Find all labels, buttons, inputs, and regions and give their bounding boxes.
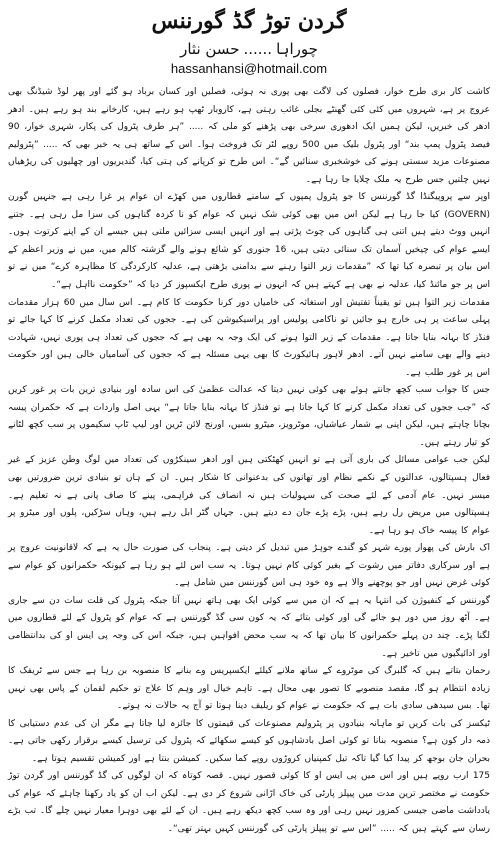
byline: [8, 38, 490, 60]
body-paragraph: کاشت کار بری طرح خوار، فصلوں کی لاگت بھی پوری نہ ہوئی، فصلیں اور کسان برباد ہو گئے اور پھر لوڈ شیڈنگ بھی عروج پر ہے، شہروں میں کئی کئی گھنٹے بجلی غائب رہتی ہے، کاروبار ٹھپ ہو رہے ہیں، کارخانے بند ہو رہے ہیں۔ ادھر ادھر کی خبریں، لیکن ہمیں ایک ادھوری سرخی بھی پڑھنے کو ملی کہ ..... ”ہر طرف پٹرول کی پکار، شہری خوار، 90 فیصد پٹرول پمپ بند“ اور پٹرول بلیک میں 500 روپے لٹر تک فروخت ہوا۔ اس کے ساتھ ہی یہ خبر بھی کہ ..... ”پٹرولیم مصنوعات مزید سستی ہونے کی خوشخبری سنائیں گے“۔ اس طرح تو کرپانے کی ہتی کیا، گندیریوں اور چھلیوں کی ریڑھیاں نہیں چلتیں جس طرح یہ ملک چلایا جا رہا ہے۔: [8, 87, 490, 185]
body-paragraph: لیکن جب عوامی مسائل کی باری آتی ہے تو انہیں کھٹکتی ہیں اور ادھر سینکڑوں کی تعداد میں لوگ وطن عزیز کے غیر فعال ہسپتالوں، عدالتوں کے نکمے نظام اور تھانوں کی بدعنوانی کا شکار ہیں۔ ان کے ہاں تو بنیادی ترین ضرورتیں بھی میسر نہیں۔ عام آدمی کے لئے صحت کی سہولیات ہیں نہ انصاف کی فراہمی، پینے کا صاف پانی ہے نہ تعلیم ہے۔ ہسپتالوں میں مریض رل رہے ہیں، پڑے پڑے جان دے دیتے ہیں۔ جہاں گٹر ابل رہے ہیں، وہاں سڑکیں، پلوں اور میٹرو پر عوام کا پیسہ خاک ہو رہا ہے۔: [8, 455, 490, 536]
column-title: گردن توڑ گڈ گورننس: [151, 8, 347, 34]
section-name: چوراہا: [276, 40, 318, 58]
body-paragraph: گورننس کے کنفیوژن کی انتہا یہ ہے کہ ان میں سے کوئی ایک بھی ہاتھ نہیں آتا جبکہ پٹرول کی قلت سات دن سے جاری ہے۔ آٹھ روز میں دور ہو جائے گی اور کوئی بتائے کہ یہ کون سی گڈ گورننس ہے کہ عوام کو پٹرول کے لئے قطاروں میں لگنا پڑے۔ چند دن پہلے حکمرانوں کا بیان تھا کہ یہ سب محض افواہیں ہیں، جبکہ اس کی وجہ پی ایس او کی بدانتظامی اور ادائیگیوں میں تاخیر ہے۔: [8, 595, 490, 659]
body-paragraph: جس کا جواب سب کچھ جانتے ہوئے بھی کوئی نہیں دیتا کہ عدالت عظمیٰ کی اس سادہ اور بنیادی ترین بات پر غور کریں کہ ”جب ججوں کی تعداد مکمل کرنے کا کہا جاتا ہے تو فنڈز کا بہانہ بنایا جاتا ہے“ یہی اصل واردات ہے کہ حکمران پیسہ بچانا چاہتے ہیں، لیکن اپنی بے شمار عیاشیاں، موٹرویز، میٹرو بسیں، اورنج لائن ٹرین اور لیپ ٹاپ سکیموں پر سب کچھ لٹانے کو تیار رہتے ہیں۔: [8, 385, 490, 448]
column-body: [8, 84, 490, 839]
body-paragraph: رحمان بتاتے ہیں کہ گلبرگ کی موٹروے کے ساتھ ملانے کیلئے ایکسپریس وے بنانے کا منصوبہ بن رہا ہے جس سے ٹریفک کا زیادہ انتظام ہو گا، مقصد منصوبے کا تصور بھی محال ہے۔ تاہم خیال اور وہم کا علاج تو حکیم لقمان کے پاس بھی نہیں تھا۔ بس سیدھی سادی بات ہے کہ حکومت نے عوام کو ریلیف دینا ہوتا تو آج یہ حالات نہ ہوتے۔: [8, 666, 490, 712]
body-paragraph: اوپر سے پروپیگنڈا گڈ گورننس کا جو پٹرول پمپوں کے سامنے قطاروں میں کھڑے ان عوام پر غرا رہی ہے جنہیں گورن (GOVERN) کیا جا رہا ہے لیکن اس میں بھی کوئی شک نہیں کہ عوام کو نا کردہ گناہوں کی سزا مل رہی ہے۔ جتنے انہیں ووٹ دیتے ہیں اتنی ہی گناہوں کی چوٹ پڑتی ہے اور انہیں ایسی سزائیں ملتی ہیں جیسے ان کے اپنے کرتوت ہوں۔ ایسے عوام کی چیخیں آسمان تک سنائی دیتی ہیں، 16 جنوری کو شائع ہونے والے گزشتہ کالم میں، میں نے وزیر اعظم کے اس بیان پر تبصرہ کیا تھا کہ ”مقدمات زیر التوا رہنے سے بدامنی بڑھتی ہے، عدلیہ کارکردگی کا مظاہرہ کرے“ میں نے تو اس پر جو مائنڈ کیا، عدلیہ نے بھی ہے کہتے ہیں کہ انہوں نے پوری طرح ایکسپوز کر دیا کہ ”حکومت نااہل ہے“۔: [8, 192, 490, 291]
author-name: حسن نثار: [180, 40, 240, 58]
byline-separator: ......: [243, 40, 273, 58]
body-paragraph: اک بارش کی پھوار پورے شہر کو گندے جوہڑ میں تبدیل کر دیتی ہے۔ پنجاب کی صورت حال یہ ہے کہ لاقانونیت عروج پر ہے اور سرکاری دفاتر میں رشوت کے بغیر کوئی کام نہیں ہوتا۔ یہ سب اس لئے ہو رہا ہے کیونکہ حکمرانوں کو عوام سے کوئی غرض نہیں اور جو پوچھنے والا ہے وہ خود ہی اس گورننس میں شامل ہے۔: [8, 543, 490, 589]
author-email: hassanhansi@hotmail.com: [170, 61, 328, 76]
body-paragraph: مقدمات زیر التوا ہیں تو یقیناً تفتیش اور استغاثہ کی خامیاں دور کرنا حکومت کا کام ہے۔ اس سال میں 60 ہزار مقدمات پہلی ساعت پر ہی خارج ہو جائیں تو ناکامی پولیس اور پراسیکیوشن کی ہے۔ ججوں کی تعداد مکمل کرنے کا کہا جائے تو فنڈز کا بہانہ بنایا جاتا ہے۔ مقدمات کے زیر التوا ہونے کی ایک وجہ یہ بھی ہے کہ ججوں کی تعداد ہی پوری نہیں، شہادت دینے والے بھی سامنے نہیں آتے۔ ادھر لاہور ہائیکورٹ کا بھی یہی مسئلہ ہے کہ ججوں کی آسامیاں خالی ہیں اور حکومت اس پر غور طلب ہے۔: [8, 297, 490, 378]
body-paragraph: 175 ارب روپے ہیں اور اس میں پی ایس او کا کوئی قصور نہیں۔ قصہ کوتاہ کہ ان لوگوں کی گڈ گورننس اور گردن توڑ حکومت نے مختصر ترین مدت میں پیپلز پارٹی کی خاک اڑانی شروع کر دی ہے۔ لیکن اب ان کو یاد رکھنا چاہئے کہ عوام کی یادداشت ماضی جیسی کمزور نہیں رہی اور وہ سب کچھ دیکھ رہے ہیں۔ ان کے لئے بھی دوہرا معیار نہیں چلے گا۔ تب بڑے رسان سے کہتے ہیں کہ ..... ”اس سے تو پیپلز پارٹی کی گورننس کہیں بہتر تھی“۔: [8, 771, 490, 834]
body-paragraph: ٹیکسز کی بات کریں تو ماہانہ بنیادوں پر پٹرولیم مصنوعات کی قیمتوں کا جائزہ لیا جاتا ہے مگر ان کی عدم دستیابی کا ذمہ دار کون ہے؟ منصوبہ بنانا تو کوئی اصل بادشاہوں کو کیسے سکھائے کہ پٹرول کی ترسیل کیسے برقرار رکھی جاتی ہے۔ بحران جان بوجھ کر پیدا کیا گیا تاکہ تیل کمپنیاں کروڑوں روپے کما سکیں۔ کمیشن بنتا ہے اور کمیشن تقسیم ہوتا ہے۔: [8, 718, 490, 764]
